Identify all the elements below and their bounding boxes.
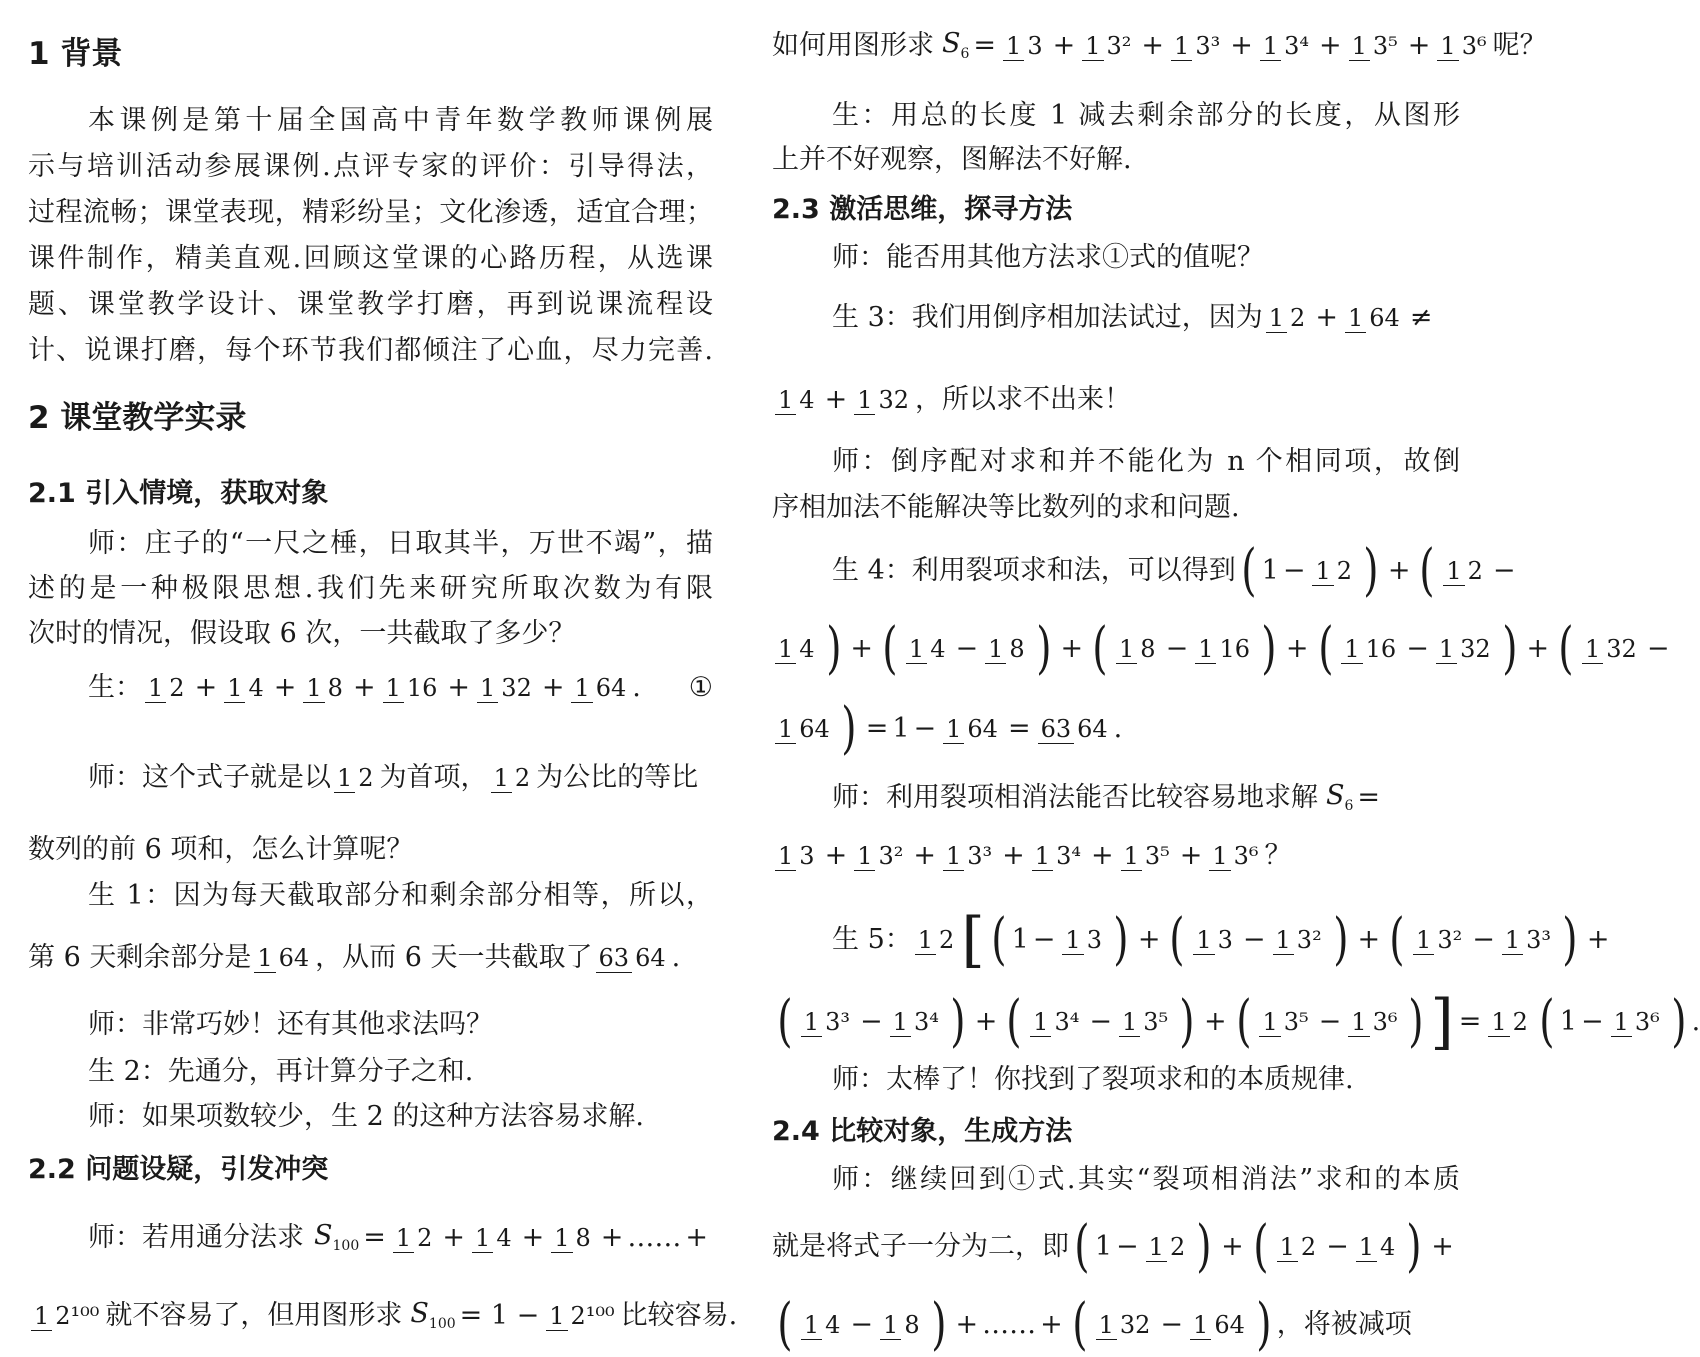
subsection-heading-2-3: 2.3 激活思维，探寻方法 (772, 194, 1073, 225)
subsection-heading-2-4: 2.4 比较对象，生成方法 (772, 1116, 1073, 1147)
fraction: 1 2¹⁰⁰ (546, 1303, 617, 1329)
paragraph-line: 师：如果项数较少，生 2 的这种方法容易求解. (88, 1101, 644, 1132)
section-heading-background: 1 背景 (28, 36, 123, 72)
paragraph-line: 次时的情况，假设取 6 次，一共截取了多少？ (28, 618, 576, 649)
fraction: 1 8 (880, 1312, 923, 1338)
fraction: 1 3⁵ (1119, 1009, 1171, 1035)
speaker-label: 生： (88, 672, 142, 703)
paragraph-line: ( 1 4 − 1 8 ) + …… + ( 1 32 − 1 64 ) ，将被减项 (777, 1292, 1412, 1357)
paragraph-line: 题、课堂教学设计、课堂教学打磨，再到说课流程设 (28, 289, 713, 320)
fraction: 1 16 (383, 675, 441, 701)
paragraph-line: 生 5： 1 2 [ ( 1 − 1 3 ) + ( 1 3 − 1 3² ) + ( 1 3² − 1 3³ ) + (832, 905, 1610, 975)
fraction: 1 3³ (1502, 927, 1554, 953)
paragraph-line: 生 4：利用裂项求和法，可以得到 ( 1 − 1 2 ) + ( 1 2 − (832, 538, 1516, 603)
fraction: 1 3 (1062, 927, 1105, 953)
paragraph-line: 1 3 + 1 3² + 1 3³ + 1 3⁴ + 1 3⁵ + 1 3⁶ ？ (772, 834, 1292, 878)
fraction: 1 64 (943, 716, 1001, 742)
fraction: 1 4 (775, 387, 818, 413)
fraction: 1 2 (1277, 1234, 1320, 1260)
fraction: 1 2¹⁰⁰ (31, 1303, 102, 1329)
fraction: 1 3 (1003, 33, 1046, 59)
fraction: 1 2 (1443, 558, 1486, 584)
fraction: 1 64 (775, 716, 833, 742)
fraction: 1 2 (334, 765, 377, 791)
fraction: 1 4 (224, 675, 267, 701)
fraction: 1 32 (1096, 1312, 1154, 1338)
equation-number: ① (688, 672, 713, 703)
fraction: 1 8 (303, 675, 346, 701)
fraction: 1 2 (915, 927, 958, 953)
fraction: 1 64 (254, 945, 312, 971)
fraction: 1 3³ (1171, 33, 1223, 59)
paragraph-line: ( 1 3³ − 1 3⁴ ) + ( 1 3⁴ − 1 3⁵ ) + ( 1 3⁵ − 1 3⁶ ) ] = 1 2 ( 1 − 1 3⁶ ) . (777, 987, 1700, 1057)
subsection-heading-2-1: 2.1 引入情境，获取对象 (28, 478, 329, 509)
paragraph-line: 计、说课打磨，每个环节我们都倾注了心血，尽力完善. (28, 335, 713, 366)
fraction: 1 3⁶ (1348, 1009, 1400, 1035)
fraction: 1 16 (1341, 636, 1399, 662)
fraction: 1 3⁴ (890, 1009, 942, 1035)
paragraph-line: 生 2：先通分，再计算分子之和. (88, 1056, 474, 1087)
fraction: 1 8 (985, 636, 1028, 662)
paragraph-line: 本课例是第十届全国高中青年数学教师课例展 (88, 105, 713, 136)
paragraph-line: 1 64 ) = 1 − 1 64 = 63 64 . (772, 704, 1122, 754)
paragraph-line: 师：这个式子就是以 1 2 为首项， 1 2 为公比的等比 (88, 762, 699, 793)
fraction: 1 32 (1436, 636, 1494, 662)
paragraph-line: 师：能否用其他方法求①式的值呢？ (832, 242, 1264, 273)
paragraph-line: 课件制作，精美直观.回顾这堂课的心路历程，从选课 (28, 243, 713, 274)
fraction: 1 3² (1082, 33, 1134, 59)
equation-1: 生： 1 2 + 1 4 + 1 8 + 1 16 + 1 32 + 1 64 . ① (88, 666, 713, 710)
fraction: 1 2 (491, 765, 534, 791)
fraction: 1 3³ (943, 843, 995, 869)
fraction: 1 3² (1413, 927, 1465, 953)
fraction: 63 64 (1038, 716, 1111, 742)
paragraph-line: 1 2¹⁰⁰ 就不容易了，但用图形求 $S_{100}$ = 1 − 1 2¹⁰⁰ 比较容易. (28, 1292, 737, 1340)
fraction: 1 3⁵ (1259, 1009, 1311, 1035)
paragraph-line: 师：庄子的“一尺之棰，日取其半，万世不竭”，描 (88, 528, 713, 559)
section-heading-record: 2 课堂教学实录 (28, 400, 247, 436)
paragraph-line: 数列的前 6 项和，怎么计算呢？ (28, 834, 414, 865)
paragraph-line: 师：利用裂项相消法能否比较容易地求解 $S_6$ = (832, 780, 1381, 814)
paragraph-line: 生 3：我们用倒序相加法试过，因为 1 2 + 1 64 ≠ (832, 302, 1433, 333)
paragraph-line: 上并不好观察，图解法不好解. (772, 144, 1132, 175)
fraction: 1 3⁶ (1437, 33, 1489, 59)
paragraph-line: 过程流畅；课堂表现，精彩纷呈；文化渗透，适宜合理； (28, 197, 713, 228)
fraction: 1 8 (1116, 636, 1159, 662)
paragraph-line: 序相加法不能解决等比数列的求和问题. (772, 492, 1240, 523)
fraction: 1 3⁶ (1209, 843, 1261, 869)
fraction: 1 3 (1193, 927, 1236, 953)
fraction: 1 4 (775, 636, 818, 662)
fraction: 1 8 (551, 1225, 594, 1251)
paragraph-line: 1 4 + 1 32 ，所以求不出来！ (772, 378, 1131, 422)
fraction: 1 3⁴ (1260, 33, 1312, 59)
paragraph-line: 第 6 天剩余部分是 1 64 ，从而 6 天一共截取了 63 64 . (28, 942, 681, 973)
fraction: 1 64 (1190, 1312, 1248, 1338)
fraction: 1 3 (775, 843, 818, 869)
fraction: 1 32 (1582, 636, 1640, 662)
fraction: 1 3⁵ (1121, 843, 1173, 869)
fraction: 63 64 (596, 945, 669, 971)
fraction: 1 4 (472, 1225, 515, 1251)
paragraph-line: 师：继续回到①式.其实“裂项相消法”求和的本质 (832, 1164, 1460, 1195)
fraction: 1 32 (477, 675, 535, 701)
fraction: 1 3⁶ (1611, 1009, 1663, 1035)
fraction: 1 64 (1345, 305, 1403, 331)
fraction: 1 3⁴ (1030, 1009, 1082, 1035)
fraction: 1 16 (1195, 636, 1253, 662)
paragraph-line: 示与培训活动参展课例.点评专家的评价：引导得法， (28, 151, 713, 182)
fraction: 1 3⁴ (1032, 843, 1084, 869)
paragraph-line: 生：用总的长度 1 减去剩余部分的长度，从图形 (832, 100, 1460, 131)
fraction: 1 3² (854, 843, 906, 869)
fraction: 1 2 (1312, 558, 1355, 584)
fraction: 1 4 (906, 636, 949, 662)
fraction: 1 3⁵ (1349, 33, 1401, 59)
paragraph-line: 师：若用通分法求 $S_{100}$ = 1 2 + 1 4 + 1 8 + …… + (88, 1220, 709, 1254)
paragraph-line: 如何用图形求 $S_6$ = 1 3 + 1 3² + 1 3³ + 1 3⁴ + 1 3⁵ + 1 3⁶ 呢？ (772, 28, 1547, 62)
paragraph-line: 师：非常巧妙！还有其他求法吗？ (88, 1009, 493, 1040)
fraction: 1 2 (1488, 1009, 1531, 1035)
paragraph-line: 述的是一种极限思想.我们先来研究所取次数为有限 (28, 573, 713, 604)
subsection-heading-2-2: 2.2 问题设疑，引发冲突 (28, 1154, 329, 1185)
fraction: 1 4 (801, 1312, 844, 1338)
fraction: 1 2 (145, 675, 188, 701)
fraction: 1 64 (571, 675, 629, 701)
fraction: 1 2 (393, 1225, 436, 1251)
fraction: 1 4 (1356, 1234, 1399, 1260)
fraction: 1 3³ (801, 1009, 853, 1035)
fraction: 1 2 (1146, 1234, 1189, 1260)
fraction: 1 2 (1266, 305, 1309, 331)
fraction: 1 3² (1273, 927, 1325, 953)
paragraph-line: 生 1：因为每天截取部分和剩余部分相等，所以， (88, 880, 713, 911)
fraction: 1 32 (854, 387, 912, 413)
paragraph-line: 师：太棒了！你找到了裂项求和的本质规律. (832, 1064, 1354, 1095)
paragraph-line: 师：倒序配对求和并不能化为 n 个相同项，故倒 (832, 446, 1460, 477)
paragraph-line: 就是将式子一分为二，即 ( 1 − 1 2 ) + ( 1 2 − 1 4 ) + (772, 1214, 1454, 1279)
paragraph-line: 1 4 ) + ( 1 4 − 1 8 ) + ( 1 8 − 1 16 ) + ( 1 16 − 1 32 ) + ( 1 32 − (772, 624, 1673, 674)
